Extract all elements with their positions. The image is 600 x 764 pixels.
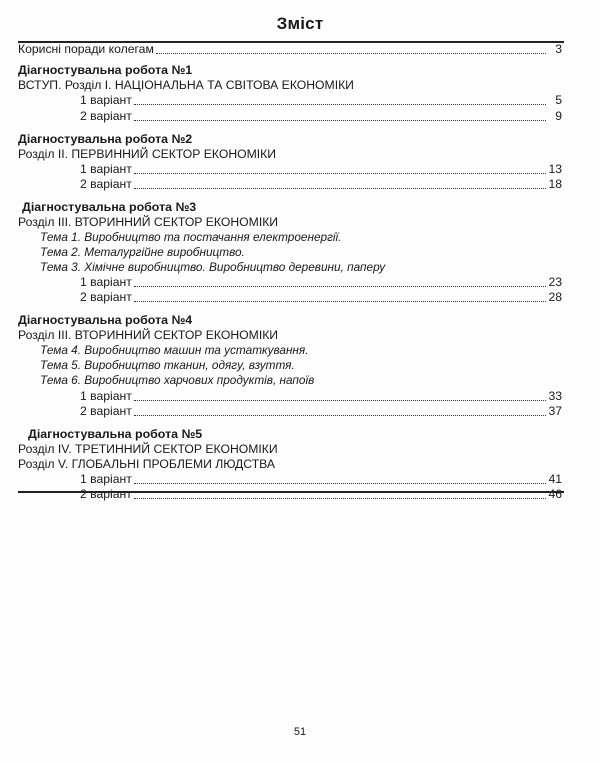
section-prefix: ВСТУП. Розділ І. <box>18 78 115 93</box>
toc-entry-text: 2 варіант <box>80 487 132 502</box>
toc-entry-s3-v2[interactable] <box>18 290 562 305</box>
toc-entry-s5-v2[interactable] <box>18 487 562 502</box>
toc-heading-work-2: Діагностувальна робота №2 <box>18 131 193 146</box>
toc-section-2: Розділ ІІ. ПЕРВИННИЙ СЕКТОР ЕКОНОМІКИ <box>18 146 277 161</box>
section-main: НАЦІОНАЛЬНА ТА СВІТОВА ЕКОНОМІКИ <box>114 78 354 93</box>
toc-page-number: 37 <box>548 403 562 418</box>
toc-heading-work-3: Діагностувальна робота №3 <box>22 199 197 214</box>
toc-page-number: 23 <box>548 275 562 290</box>
leader-dots <box>134 188 546 189</box>
leader-dots <box>134 286 546 287</box>
page-title: Зміст <box>276 14 324 33</box>
toc-entry-text: Корисні поради колегам <box>18 42 154 57</box>
toc-page-number: 3 <box>555 42 562 57</box>
toc-entry-text: 1 варіант <box>80 388 132 403</box>
toc-page-number: 18 <box>548 176 562 191</box>
bottom-rule <box>18 491 564 493</box>
toc-topic-4: Тема 4. Виробництво машин та устаткування. <box>40 343 309 358</box>
toc-page-number: 41 <box>548 471 562 486</box>
toc-page-number: 13 <box>548 161 562 176</box>
toc-entry-s2-v2[interactable] <box>18 177 562 192</box>
leader-dots <box>134 120 546 121</box>
leader-dots <box>134 483 546 484</box>
toc-entry-intro[interactable] <box>18 42 562 57</box>
leader-dots <box>134 400 546 401</box>
toc-entry-s5-v1[interactable] <box>18 472 562 487</box>
toc-entry-text: 1 варіант <box>80 93 132 108</box>
toc-entry-text: 1 варіант <box>80 275 132 290</box>
toc-heading-work-5: Діагностувальна робота №5 <box>28 426 203 441</box>
toc-page-number: 28 <box>548 290 562 305</box>
toc-page-number: 5 <box>555 93 562 108</box>
toc-section-3: Розділ ІІІ. ВТОРИННИЙ СЕКТОР ЕКОНОМІКИ <box>18 214 279 229</box>
toc-entry-text: 2 варіант <box>80 108 132 123</box>
toc-heading-work-1: Діагностувальна робота №1 <box>18 63 193 78</box>
toc-section-1 <box>18 78 562 93</box>
toc-entry-text: 1 варіант <box>80 161 132 176</box>
leader-dots <box>134 173 546 174</box>
toc-entry-text: 2 варіант <box>80 403 132 418</box>
page-number-footer: 51 <box>293 726 307 738</box>
toc-heading-work-4: Діагностувальна робота №4 <box>18 313 193 328</box>
toc-entry-text: 1 варіант <box>80 471 132 486</box>
leader-dots <box>134 301 546 302</box>
toc-page-number: 9 <box>555 108 562 123</box>
toc-topic-3: Тема 3. Хімічне виробництво. Виробництво деревини, паперу <box>40 259 386 274</box>
leader-dots <box>134 498 546 499</box>
toc-section-5b: Розділ V. ГЛОБАЛЬНІ ПРОБЛЕМИ ЛЮДСТВА <box>18 456 275 471</box>
toc-page-number: 46 <box>548 487 562 502</box>
toc-entry-text: 2 варіант <box>80 176 132 191</box>
toc-topic-5: Тема 5. Виробництво тканин, одягу, взуття. <box>40 358 295 373</box>
toc-entry-s1-v2[interactable] <box>18 108 562 123</box>
toc-entry-s1-v1[interactable] <box>18 93 562 108</box>
toc-page-number: 33 <box>548 388 562 403</box>
toc-entry-text: 2 варіант <box>80 290 132 305</box>
leader-dots <box>134 415 546 416</box>
toc-entry-s4-v1[interactable] <box>18 388 562 403</box>
leader-dots <box>134 104 546 105</box>
toc-section-5a: Розділ IV. ТРЕТИННИЙ СЕКТОР ЕКОНОМІКИ <box>18 441 278 456</box>
toc-topic-2: Тема 2. Металургійне виробництво. <box>40 244 245 259</box>
toc-topic-1: Тема 1. Виробництво та постачання електроенергії. <box>40 229 342 244</box>
toc-section-4: Розділ ІІІ. ВТОРИННИЙ СЕКТОР ЕКОНОМІКИ <box>18 328 279 343</box>
toc-entry-s2-v1[interactable] <box>18 162 562 177</box>
toc-entry-s3-v1[interactable] <box>18 275 562 290</box>
table-of-contents <box>18 42 562 502</box>
toc-entry-s4-v2[interactable] <box>18 404 562 419</box>
toc-topic-6: Тема 6. Виробництво харчових продуктів, напоїв <box>40 373 315 388</box>
leader-dots <box>156 53 546 54</box>
